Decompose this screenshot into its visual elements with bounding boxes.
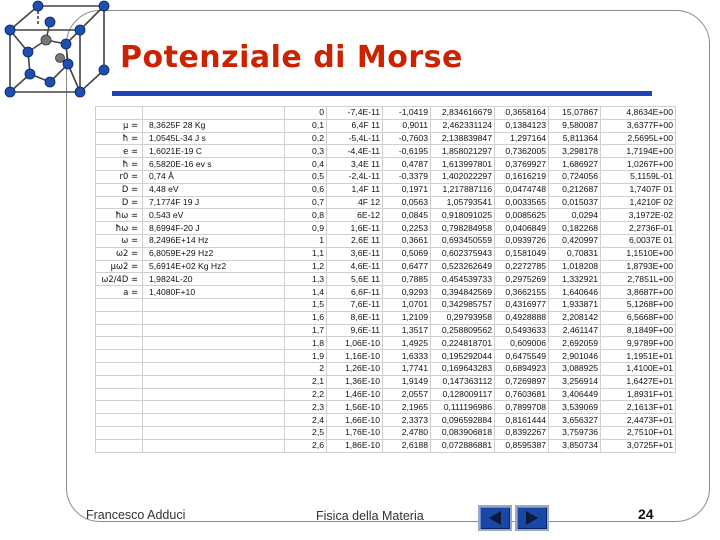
table-cell: -0,3379 [383,170,431,183]
table-cell: 5,1268F+00 [601,298,676,311]
table-cell: 0,693450559 [431,234,495,247]
crystal-lattice-icon [0,0,120,110]
table-cell: 1,858021297 [431,145,495,158]
table-cell: 2,901046 [549,350,601,363]
table-cell: 2,5 [285,426,327,439]
table-cell: 1,36E-10 [327,375,383,388]
param-symbol [96,426,143,439]
table-cell: 1,8793E+00 [601,260,676,273]
table-cell: 3,850734 [549,439,601,452]
table-cell: 2,6 [285,439,327,452]
table-cell: 0,8392267 [495,426,549,439]
param-value: 8,2496E+14 Hz [143,234,285,247]
table-cell: 0,3769927 [495,158,549,171]
table-cell: 1,297164 [495,132,549,145]
table-cell: 3,1972E-02 [601,209,676,222]
table-cell: 1,76E-10 [327,426,383,439]
table-cell: 0,394842569 [431,286,495,299]
table-cell: 1,26E-10 [327,362,383,375]
table-cell: 1,6E-11 [327,222,383,235]
param-value: 1,4080F+10 [143,286,285,299]
table-cell: 2 [285,362,327,375]
table-cell: 1,1510E+00 [601,247,676,260]
table-cell: 2,7510F+01 [601,426,676,439]
table-cell: 4,6E-11 [327,260,383,273]
table-cell: 2,4 [285,414,327,427]
param-value [143,362,285,375]
table-row [96,273,676,286]
table-cell: 3,539069 [549,401,601,414]
param-value: 7,1774F 19 J [143,196,285,209]
param-symbol [96,107,143,120]
param-symbol: ħ = [96,132,143,145]
table-cell: 5,811364 [549,132,601,145]
table-row [96,158,676,171]
table-cell: 1,4 [285,286,327,299]
spreadsheet [95,106,675,508]
param-value [143,401,285,414]
table-cell: 1,6427E+01 [601,375,676,388]
table-cell: 0,258809562 [431,324,495,337]
table-row [96,145,676,158]
table-cell: 2,4780 [383,426,431,439]
table-cell: 3,759736 [549,426,601,439]
table-cell: 0,29793958 [431,311,495,324]
table-cell: 0,6 [285,183,327,196]
table-cell: 0,7885 [383,273,431,286]
table-cell: 2,2 [285,388,327,401]
param-symbol [96,414,143,427]
table-cell: -0,6195 [383,145,431,158]
table-cell: 0,798284958 [431,222,495,235]
triangle-right-icon [517,507,547,529]
table-row [96,132,676,145]
table-cell: 0,7269897 [495,375,549,388]
table-cell: 6,6F-11 [327,286,383,299]
table-cell: 0,9293 [383,286,431,299]
param-value: 6,8059E+29 Hz2 [143,247,285,260]
table-cell: 2,3373 [383,414,431,427]
param-symbol: D = [96,183,143,196]
table-row [96,311,676,324]
table-cell: 0,724056 [549,170,601,183]
table-cell: 1,1 [285,247,327,260]
table-row [96,260,676,273]
table-cell: 0,8161444 [495,414,549,427]
param-value: 4,48 eV [143,183,285,196]
table-cell: 2,208142 [549,311,601,324]
table-cell: 1,56E-10 [327,401,383,414]
table-cell: 2,834616679 [431,107,495,120]
table-cell: 0,083906818 [431,426,495,439]
table-cell: 1,4210F 02 [601,196,676,209]
table-cell: 0,454539733 [431,273,495,286]
table-cell: 4F 12 [327,196,383,209]
table-cell: 1,640646 [549,286,601,299]
table-cell: 6,0037E 01 [601,234,676,247]
table-cell: 6,4F 11 [327,119,383,132]
param-symbol [96,401,143,414]
table-cell: 0,0033565 [495,196,549,209]
table-cell: 1,2 [285,260,327,273]
table-cell: 0,212687 [549,183,601,196]
table-cell: 2,0557 [383,388,431,401]
table-cell: 3,4E 11 [327,158,383,171]
table-cell: 0,420997 [549,234,601,247]
table-cell: 1,613997801 [431,158,495,171]
table-row [96,247,676,260]
table-cell: 5,1159L-01 [601,170,676,183]
table-cell: 0,3662155 [495,286,549,299]
table-row [96,439,676,452]
table-cell: 1,8931F+01 [601,388,676,401]
table-cell: -7,4E-11 [327,107,383,120]
table-cell: 1,4F 11 [327,183,383,196]
param-value: 1,9824L-20 [143,273,285,286]
param-value [143,298,285,311]
table-row [96,426,676,439]
table-cell: 2,4473F+01 [601,414,676,427]
table-cell: 0,9011 [383,119,431,132]
table-cell: 0,2 [285,132,327,145]
data-table [95,106,676,453]
table-cell: 1,46E-10 [327,388,383,401]
param-symbol: D = [96,196,143,209]
table-row [96,170,676,183]
table-cell: 0,70831 [549,247,601,260]
table-cell: 3,406449 [549,388,601,401]
table-cell: 9,6E-11 [327,324,383,337]
param-value [143,311,285,324]
table-cell: 1,7741 [383,362,431,375]
table-cell: 3,256914 [549,375,601,388]
table-cell: 9,580087 [549,119,601,132]
table-cell: 5,6E 11 [327,273,383,286]
table-cell: 1,7194E+00 [601,145,676,158]
table-cell: 0,4928888 [495,311,549,324]
param-value [143,337,285,350]
title-underline [112,91,652,96]
table-cell: 0,6475549 [495,350,549,363]
table-row [96,107,676,120]
table-cell: 1,9149 [383,375,431,388]
table-row [96,196,676,209]
table-cell: 0,342985757 [431,298,495,311]
table-cell: 1,686927 [549,158,601,171]
table-cell: 1,217887116 [431,183,495,196]
table-cell: -1,0419 [383,107,431,120]
table-cell: 1,4100E+01 [601,362,676,375]
table-cell: 0,602375943 [431,247,495,260]
table-cell: 1,5 [285,298,327,311]
table-cell: 0,5493633 [495,324,549,337]
table-cell: 0,0085625 [495,209,549,222]
table-cell: 2,3 [285,401,327,414]
param-symbol: r0 = [96,170,143,183]
param-value [143,414,285,427]
table-cell: 0,2253 [383,222,431,235]
table-cell: 0,4787 [383,158,431,171]
param-symbol [96,375,143,388]
table-cell: 0,7899708 [495,401,549,414]
table-cell: 0,096592884 [431,414,495,427]
table-cell: 3,0725F+01 [601,439,676,452]
table-cell: 2,2736F-01 [601,222,676,235]
param-value [143,388,285,401]
table-row [96,414,676,427]
table-cell: 4,8634E+00 [601,107,676,120]
page-number: 24 [638,506,654,522]
table-cell: 0,1 [285,119,327,132]
param-symbol [96,324,143,337]
table-cell: 0,224818701 [431,337,495,350]
table-cell: -2,4L-11 [327,170,383,183]
table-cell: 8,6E-11 [327,311,383,324]
param-symbol: a = [96,286,143,299]
table-row [96,375,676,388]
table-cell: 3,8687F+00 [601,286,676,299]
table-cell: 0,182268 [549,222,601,235]
table-cell: 1,7407F 01 [601,183,676,196]
param-symbol: μ = [96,119,143,132]
table-cell: 1,0701 [383,298,431,311]
table-cell: 9,9789F+00 [601,337,676,350]
table-row [96,286,676,299]
param-symbol [96,439,143,452]
table-cell: 2,6E 11 [327,234,383,247]
table-cell: 1,2109 [383,311,431,324]
param-symbol [96,337,143,350]
table-cell: 0,7 [285,196,327,209]
table-cell: -4,4E-11 [327,145,383,158]
table-cell: 0,5 [285,170,327,183]
table-cell: 1,332921 [549,273,601,286]
table-cell: 0,0563 [383,196,431,209]
table-cell: 0,3661 [383,234,431,247]
table-cell: 2,1 [285,375,327,388]
param-value: 0,543 eV [143,209,285,222]
table-cell: 0,7603681 [495,388,549,401]
table-cell: 7,6E-11 [327,298,383,311]
param-symbol: ħ = [96,158,143,171]
table-cell: 0,8595387 [495,439,549,452]
param-value: 0,74 Å [143,170,285,183]
table-cell: 2,1965 [383,401,431,414]
table-cell: 8,1849F+00 [601,324,676,337]
table-cell: 3,6377F+00 [601,119,676,132]
table-cell: 0,4 [285,158,327,171]
param-value [143,439,285,452]
table-row [96,119,676,132]
param-symbol: ħω = [96,222,143,235]
slide-title: Potenziale di Morse [120,40,463,75]
param-value [143,350,285,363]
table-cell: 1,8 [285,337,327,350]
table-cell: 2,6188 [383,439,431,452]
table-cell: 2,1613F+01 [601,401,676,414]
param-symbol [96,350,143,363]
table-row [96,388,676,401]
table-cell: 1,16E-10 [327,350,383,363]
table-row [96,298,676,311]
param-value: 5,6914E+02 Kg Hz2 [143,260,285,273]
previous-slide-button[interactable] [478,505,512,531]
param-symbol [96,298,143,311]
table-row [96,209,676,222]
param-symbol: ω2/4D = [96,273,143,286]
table-cell: 0,072886881 [431,439,495,452]
table-cell: 0,2975269 [495,273,549,286]
table-cell: 0,5069 [383,247,431,260]
table-cell: 2,5695L+00 [601,132,676,145]
param-symbol: e = [96,145,143,158]
table-cell: 6E-12 [327,209,383,222]
table-cell: 1,66E-10 [327,414,383,427]
table-cell: 3,656327 [549,414,601,427]
param-symbol [96,362,143,375]
param-symbol: ħω = [96,209,143,222]
table-cell: 0,1581049 [495,247,549,260]
table-cell: 0,0294 [549,209,601,222]
table-row [96,401,676,414]
table-cell: 0,1384123 [495,119,549,132]
param-value: 6,5820E-16 ev s [143,158,285,171]
table-cell: 0,8 [285,209,327,222]
table-cell: 1,018208 [549,260,601,273]
table-cell: 2,462331124 [431,119,495,132]
table-cell: 0,3658164 [495,107,549,120]
param-value: 8,3625F 28 Kg [143,119,285,132]
table-cell: 6,5668F+00 [601,311,676,324]
table-cell: 0,2272785 [495,260,549,273]
param-value [143,324,285,337]
footer-author: Francesco Adduci [86,508,186,522]
table-cell: 0,1971 [383,183,431,196]
table-cell: 0,0474748 [495,183,549,196]
table-cell: 0,3 [285,145,327,158]
param-value: 1,6021E-19 C [143,145,285,158]
table-cell: 1,6333 [383,350,431,363]
table-cell: -0,7603 [383,132,431,145]
table-row [96,350,676,363]
param-symbol: ω2 = [96,247,143,260]
table-cell: 0,6894923 [495,362,549,375]
table-cell: 3,088925 [549,362,601,375]
table-cell: 1,3517 [383,324,431,337]
table-cell: 0,128009117 [431,388,495,401]
table-row [96,234,676,247]
param-value: 1,0545L-34 J s [143,132,285,145]
table-cell: 0,0939726 [495,234,549,247]
triangle-left-icon [480,507,510,529]
footer-course: Fisica della Materia [316,509,424,523]
table-cell: 0,111196986 [431,401,495,414]
table-cell: 1,933871 [549,298,601,311]
param-value [143,375,285,388]
table-cell: 2,138839847 [431,132,495,145]
table-cell: 0,1616219 [495,170,549,183]
param-symbol [96,311,143,324]
table-cell: 1,0267F+00 [601,158,676,171]
table-cell: 2,692059 [549,337,601,350]
table-cell: 1,86E-10 [327,439,383,452]
table-cell: 0,609006 [495,337,549,350]
table-cell: 1,1951E+01 [601,350,676,363]
table-cell: 0,147363112 [431,375,495,388]
table-row [96,362,676,375]
next-slide-button[interactable] [515,505,549,531]
table-cell: 1,3 [285,273,327,286]
table-cell: 0,4316977 [495,298,549,311]
table-cell: -5,4L-11 [327,132,383,145]
table-cell: 0,918091025 [431,209,495,222]
table-cell: 1,402022297 [431,170,495,183]
table-cell: 1 [285,234,327,247]
table-cell: 1,9 [285,350,327,363]
table-cell: 0,7362005 [495,145,549,158]
table-cell: 0 [285,107,327,120]
table-cell: 15,07867 [549,107,601,120]
table-row [96,337,676,350]
param-value: 8,6994F-20 J [143,222,285,235]
param-symbol: μω2 = [96,260,143,273]
table-cell: 0,195292044 [431,350,495,363]
table-row [96,222,676,235]
table-cell: 1,7 [285,324,327,337]
param-value [143,426,285,439]
table-cell: 1,05793541 [431,196,495,209]
param-value [143,107,285,120]
table-cell: 0,523262649 [431,260,495,273]
param-symbol [96,388,143,401]
table-row [96,324,676,337]
table-cell: 0,0406849 [495,222,549,235]
table-cell: 0,6477 [383,260,431,273]
table-cell: 0,015037 [549,196,601,209]
table-cell: 1,4925 [383,337,431,350]
table-cell: 1,6 [285,311,327,324]
table-cell: 0,0845 [383,209,431,222]
table-cell: 2,461147 [549,324,601,337]
table-cell: 3,6E-11 [327,247,383,260]
table-cell: 0,9 [285,222,327,235]
table-row [96,183,676,196]
param-symbol: ω = [96,234,143,247]
table-cell: 0,169643283 [431,362,495,375]
table-cell: 2,7851L+00 [601,273,676,286]
table-cell: 1,06E-10 [327,337,383,350]
table-cell: 3,298178 [549,145,601,158]
